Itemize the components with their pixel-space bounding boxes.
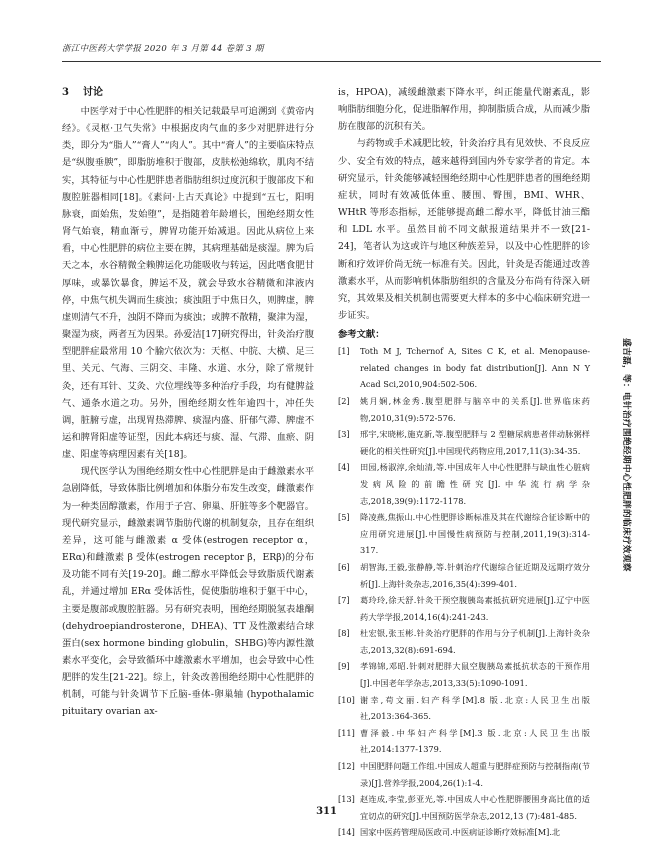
reference-number: [11] bbox=[338, 727, 355, 738]
reference-text: 邢宇,宋晓彬,施克新,等.腹型肥胖与 2 型糖尿病患者伴动脉粥样硬化的相关性研究[J].中国现代药物应用,2017,11(3):34-35. bbox=[360, 429, 590, 456]
reference-number: [1] bbox=[338, 346, 350, 357]
reference-text: 孝锦锦,邓昭.针刺对肥胖大鼠空腹胰岛素抵抗状态的干预作用[J].中国老年学杂志,2013,33(5):1090-1091. bbox=[360, 661, 590, 689]
reference-number: [9] bbox=[338, 661, 350, 672]
reference-number: [7] bbox=[338, 595, 350, 606]
section-title bbox=[62, 84, 314, 101]
reference-item bbox=[338, 426, 590, 459]
reference-item bbox=[338, 343, 590, 393]
reference-text: 降凌燕,焦振山.中心性肥胖诊断标准及其在代谢综合征诊断中的应用研究进展[J].中国慢性病预防与控制,2011,19(3):314-317. bbox=[360, 512, 590, 556]
reference-text: Toth M J, Tchernof A, Sites C K, et al. Menopause-related changes in body fat distribution[J]. Ann N Y Acad Sci,2010,904:502-506. bbox=[360, 346, 590, 390]
reference-number: [3] bbox=[338, 429, 350, 440]
reference-number: [2] bbox=[338, 395, 350, 406]
reference-number: [13] bbox=[338, 794, 355, 805]
reference-text: 国家中医药管理局医政司.中医病证诊断疗效标准[M].北 bbox=[360, 827, 561, 838]
side-running-title-text: 盛吉磊，等：电针治疗围绝经期中心性肥胖的临床疗效观察 bbox=[621, 338, 631, 572]
reference-item bbox=[338, 509, 590, 559]
reference-number: [12] bbox=[338, 761, 355, 772]
references-title: 参考文献： bbox=[338, 329, 385, 341]
journal-header: 浙江中医药大学学报 2020 年 3 月第 44 卷第 3 期 bbox=[62, 44, 264, 54]
reference-text: 胡智海,王毅,张静静,等.针刺治疗代谢综合征近期及远期疗效分析[J].上海针灸杂志,2016,35(4):399-401. bbox=[360, 561, 590, 589]
reference-item bbox=[338, 625, 590, 658]
body-paragraph: 中医学对于中心性肥胖的相关记载最早可追溯到《黄帝内经》。《灵枢·卫气失常》中根据皮肉气血的多少对肥胖进行分类，即分为“脂人”“膏人”“肉人”。其中“膏人”的主要临床特点是“纵腹垂腴”，即脂肪堆积于腹部，皮肤松弛绵软，肌肉不结实，其特征与中心性肥胖患者脂肪组织过度沉积于腹部皮下和腹腔脏器相同[18]。《素问·上古天真论》中提到“五七，阳明脉衰，面始焦，发始堕”，是指随着年龄增长，围绝经期女性肾气始衰，精血渐亏，脾胃功能开始减退。因此从病位上来看，中心性肥胖的病位主要在脾，其病理基础是痰湿。脾为后天之本，水谷精微全赖脾运化功能吸收与转运，因此嗜食肥甘厚味，或暴饮暴食，脾运不及，就会导致水谷精微和津液内停，中焦气机失调而生痰浊；痰浊阻于中焦日久，则脾虚，脾虚则清气不升，浊阴不降而为痰浊；或脾不散精，聚津为湿，聚湿为痰，两者互为因果。孙爱洁[17]研究得出，针灸治疗腹型肥胖症最常用 10 个腧穴依次为：天枢、中脘、大横、足三里、关元、气海、三阴交、丰隆、水道、水分，除了常规针灸，还有耳针、艾灸、穴位埋线等多种治疗手段，均有健脾益气、通条水道之功。另外，围绝经期女性年逾四十，冲任失调，脏腑亏虚，出现胃热滞脾、痰湿内盛、肝郁气滞、脾虚不运和脾肾阳虚等证型，因此本病还与痰、湿、气滞、血瘀、阴虚、阳虚等病理因素有关[18]。 bbox=[62, 106, 314, 461]
side-running-title bbox=[621, 330, 633, 580]
reference-item bbox=[338, 824, 590, 841]
reference-item bbox=[338, 658, 590, 691]
reference-item bbox=[338, 459, 590, 509]
reference-item bbox=[338, 758, 590, 791]
reference-text: 曹泽毅.中华妇产科学[M].3 版.北京:人民卫生出版社,2014:1377-1379. bbox=[360, 727, 590, 755]
header-rule bbox=[62, 61, 601, 62]
reference-text: 姚月娴,林金秀.腹型肥胖与脑卒中的关系[J].世界临床药物,2010,31(9):572-576. bbox=[360, 395, 590, 423]
reference-number: [4] bbox=[338, 462, 350, 473]
page-number: 311 bbox=[316, 806, 337, 817]
body-paragraph: is，HPOA)，减缓雌激素下降水平，纠正能量代谢紊乱，影响脂肪细胞分化，促进脂解作用，抑制脂质合成，从而减少脂肪在腹部的沉积有关。 bbox=[338, 87, 590, 133]
section-number: 3 bbox=[62, 87, 69, 98]
reference-item bbox=[338, 393, 590, 426]
reference-item bbox=[338, 692, 590, 725]
reference-item bbox=[338, 725, 590, 758]
reference-number: [10] bbox=[338, 694, 355, 705]
reference-item bbox=[338, 592, 590, 625]
section-title-text: 讨论 bbox=[82, 87, 103, 98]
reference-text: 田园,杨淑淳,余灿清,等.中国成年人中心性肥胖与缺血性心脏病发病风险的前瞻性研究[J].中华流行病学杂志,2018,39(9):1172-1178. bbox=[360, 462, 590, 506]
reference-text: 杜宏银,张玉彬.针灸治疗肥胖的作用与分子机制[J].上海针灸杂志,2013,32(8):691-694. bbox=[360, 628, 590, 655]
reference-number: [6] bbox=[338, 561, 350, 572]
reference-text: 葛玲玲,徐天舒.针灸干预空腹胰岛素抵抗研究进展[J].辽宁中医药大学学报,2014,16(4):241-243. bbox=[360, 595, 590, 622]
reference-number: [8] bbox=[338, 628, 350, 639]
left-column bbox=[62, 84, 314, 721]
body-paragraph: 与药物或手术减肥比较，针灸治疗具有见效快、不良反应少、安全有效的特点，越来越得到国内外专家学者的肯定。本研究显示，针灸能够减轻围绝经期中心性肥胖患者的围绝经期症状，同时有效减低体重、腰围、臀围，BMI、WHR、WHtR 等形态指标，还能够提高雌二醇水平，降低甘油三酯和 LDL 水平。虽然目前不同文献报道结果并不一致[21-24]，笔者认为这或许与地区种族差异，以及中心性肥胖的诊断和疗效评价尚无统一标准有关。因此，针灸是否能通过改善激素水平，从而影响机体脂肪组织的含量及分布尚有待深入研究，其效果及相关机制也需要更大样本的多中心临床研究进一步证实。 bbox=[338, 138, 590, 322]
right-column bbox=[338, 84, 590, 841]
reference-number: [14] bbox=[338, 827, 355, 838]
body-paragraph: 现代医学认为围绝经期女性中心性肥胖是由于雌激素水平急剧降低，导致体脂比例增加和体脂分布发生改变，雌激素作为一种类固醇激素，作用于子宫、卵巢、肝脏等多个靶器官。现代研究显示，雌激素调节脂肪代谢的机制复杂，且存在组织差异，这可能与雌激素 α 受体(estrogen receptor α，ERα)和雌激素 β 受体(estrogen receptor β，ERβ)的分布及功能不同有关[19-20]。雌二醇水平降低会导致脂质代谢紊乱，并通过增加 ERα 受体活性，促使脂肪堆积于躯干中心，主要是腹部或腹腔脏器。另有研究表明，围绝经期脱氢表雄酮(dehydroepiandrosterone，DHEA)、TT 及性激素结合球蛋白(sex hormone binding globulin，SHBG)等内源性激素水平变化，会导致循环中雄激素水平增加，也会导致中心性肥胖的发生[21-22]。综上，针灸改善围绝经期中心性肥胖的机制，可能与针灸调节下丘脑-垂体-卵巢轴 (hypothalamic pituitary ovarian ax- bbox=[62, 466, 314, 718]
reference-text: 赵连成,李莹,彭亚光,等.中国成人中心性肥胖腰围身高比值的适宜切点的研究[J].中国预防医学杂志,2012,13 (7):481-485. bbox=[360, 794, 590, 821]
reference-item bbox=[338, 559, 590, 592]
reference-number: [5] bbox=[338, 512, 350, 523]
reference-text: 谢幸,苟文丽.妇产科学[M].8 版.北京:人民卫生出版社,2013:364-365. bbox=[360, 694, 590, 722]
reference-list bbox=[338, 343, 590, 841]
reference-text: 中国肥胖问题工作组.中国成人超重与肥胖症预防与控制指南(节录)[J].营养学报,2004,26(1):1-4. bbox=[360, 761, 590, 788]
